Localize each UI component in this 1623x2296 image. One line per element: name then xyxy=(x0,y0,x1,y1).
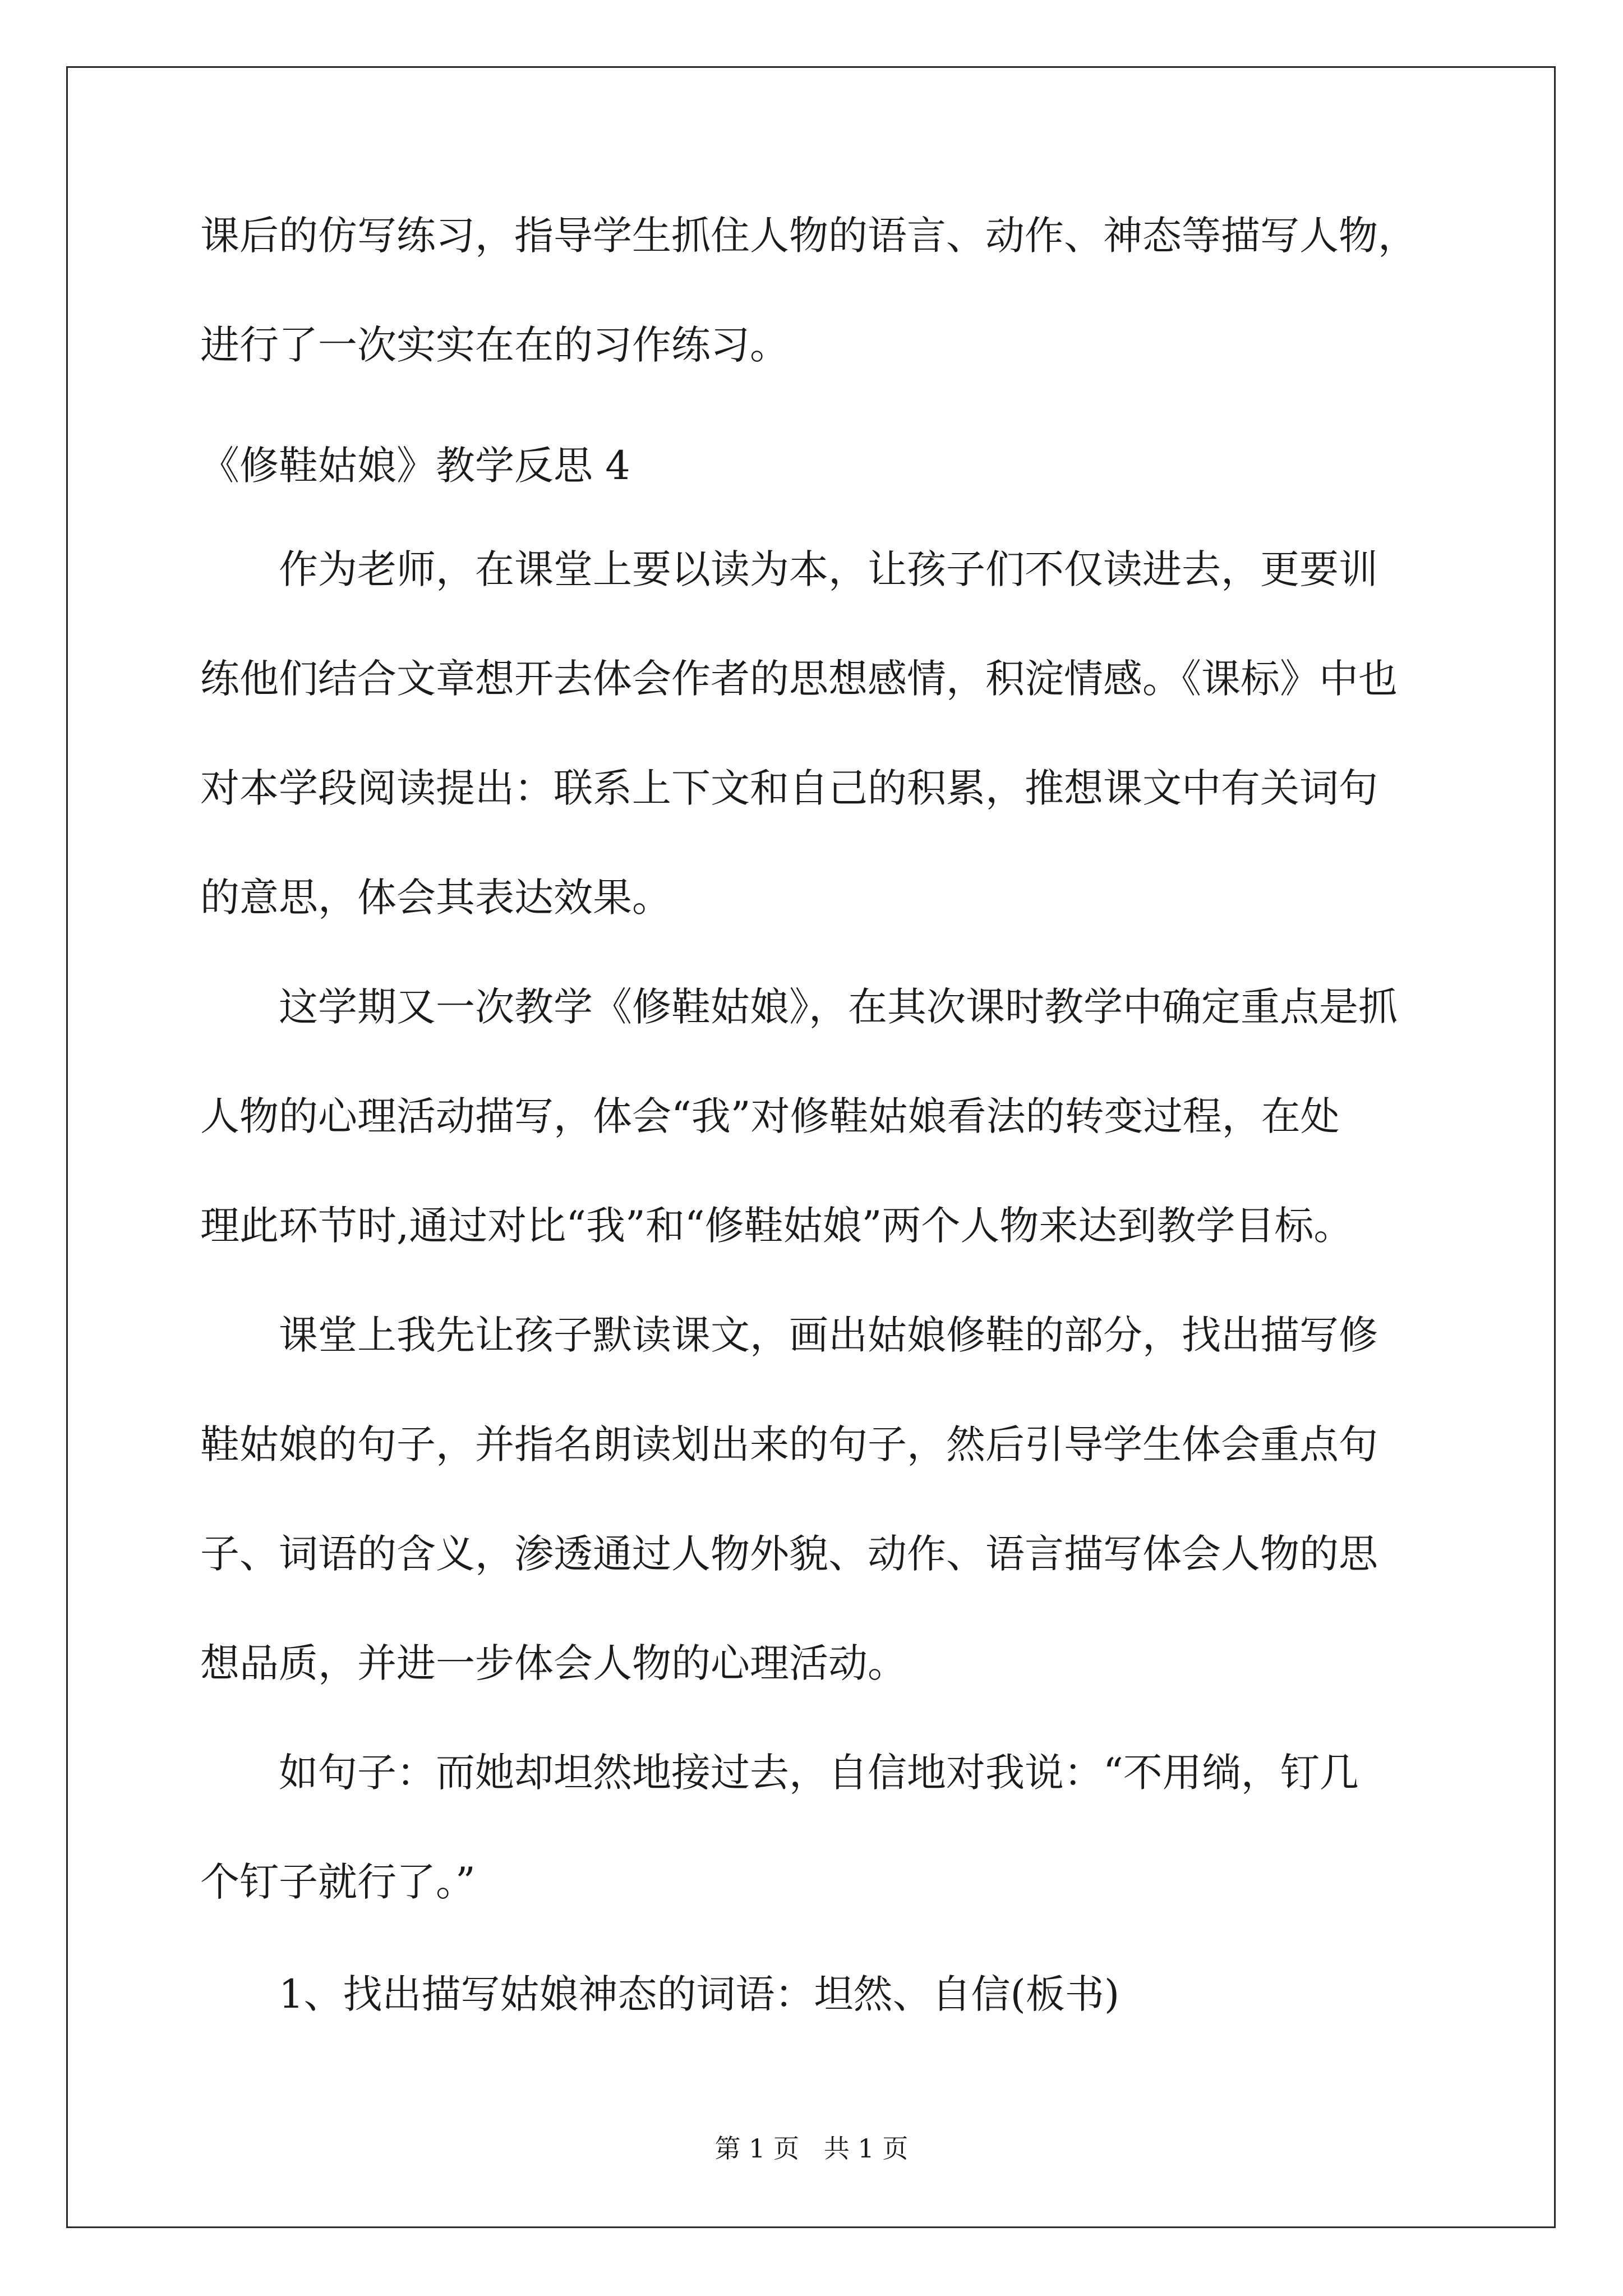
paragraph-first-line: 如句子：而她却坦然地接过去，自信地对我说：“不用绱，钉几 xyxy=(279,1750,1359,1796)
text-line: 练他们结合文章想开去体会作者的思想感情，积淀情感。《课标》中也 xyxy=(200,656,1398,702)
list-item: 1、找出描写姑娘神态的词语：坦然、自信(板书) xyxy=(279,1971,1120,2017)
paragraph-first-line: 这学期又一次教学《修鞋姑娘》，在其次课时教学中确定重点是抓 xyxy=(279,984,1398,1030)
text-line: 个钉子就行了。” xyxy=(200,1859,476,1905)
text-line: 进行了一次实实在在的习作练习。 xyxy=(200,322,789,368)
text-line: 课后的仿写练习，指导学生抓住人物的语言、动作、神态等描写人物， xyxy=(200,213,1417,259)
text-line: 对本学段阅读提出：联系上下文和自己的积累，推想课文中有关词句 xyxy=(200,765,1378,811)
section-heading: 《修鞋姑娘》教学反思 4 xyxy=(200,443,630,489)
text-line: 鞋姑娘的句子，并指名朗读划出来的句子，然后引导学生体会重点句 xyxy=(200,1421,1378,1467)
paragraph-first-line: 课堂上我先让孩子默读课文，画出姑娘修鞋的部分，找出描写修 xyxy=(279,1312,1378,1358)
text-line: 想品质，并进一步体会人物的心理活动。 xyxy=(200,1640,907,1686)
text-line: 人物的心理活动描写，体会“我”对修鞋姑娘看法的转变过程，在处 xyxy=(200,1093,1340,1139)
text-line: 子、词语的含义，渗透通过人物外貌、动作、语言描写体会人物的思 xyxy=(200,1531,1378,1577)
paragraph-first-line: 作为老师，在课堂上要以读为本，让孩子们不仅读进去，更要训 xyxy=(279,546,1378,592)
text-line: 理此环节时,通过对比“我”和“修鞋姑娘”两个人物来达到教学目标。 xyxy=(200,1203,1353,1249)
page-footer: 第 1 页 共 1 页 xyxy=(714,2133,909,2164)
text-line: 的意思，体会其表达效果。 xyxy=(200,875,671,921)
